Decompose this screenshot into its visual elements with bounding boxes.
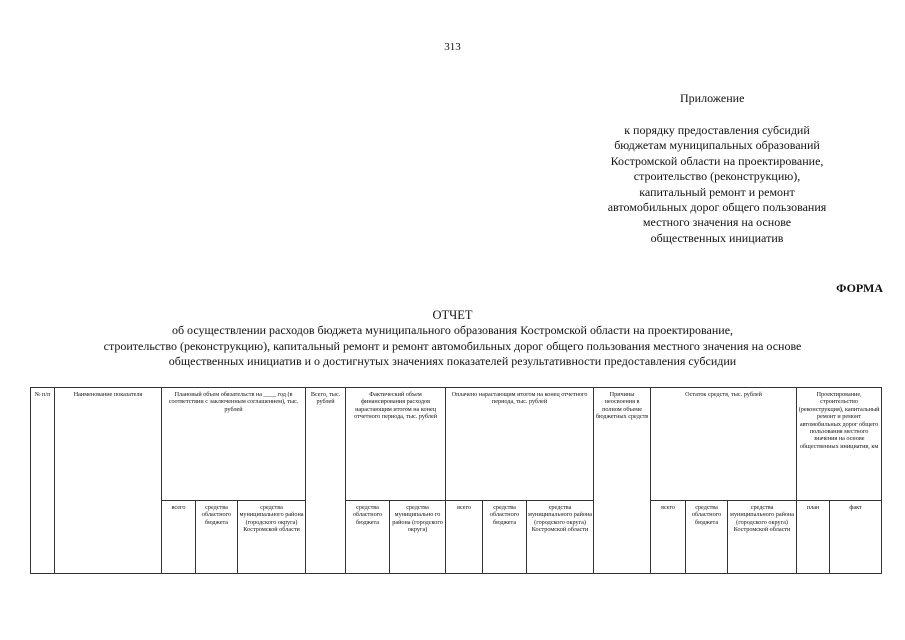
header-remainder: Остаток средств, тыс. рублей — [651, 388, 797, 501]
header-actual-financing: Фактический объем финансирования расходов нарастающим итогом на конец отчетного периода, тыс. рублей — [346, 388, 446, 501]
report-title: ОТЧЕТ — [432, 308, 473, 322]
appendix-line: общественных инициатив — [650, 230, 784, 245]
sub-paid-municipal: средства муниципального района (городского округа) Костромской области — [527, 501, 594, 574]
appendix-line: капитальный ремонт и ремонт — [639, 184, 795, 199]
report-subtitle-line: об осуществлении расходов бюджета муниципального образования Костромской области на проектирование, — [171, 323, 734, 337]
appendix-line: бюджетам муниципальных образований — [614, 138, 820, 153]
header-reasons: Причины неосвоения в полном объеме бюджетных средств — [594, 388, 651, 574]
sub-actual-municipal: средства муниципально го района (городского округа) — [390, 501, 446, 574]
sub-paid-regional: средства областного бюджета — [483, 501, 527, 574]
appendix-line: местного значения на основе — [642, 215, 792, 230]
sub-actual-regional: средства областного бюджета — [346, 501, 390, 574]
appendix-title: Приложение — [680, 91, 745, 105]
header-indicator-name: Наименование показателя — [55, 388, 162, 574]
sub-remainder-municipal: средства муниципального района (городского округа) Костромской области — [728, 501, 797, 574]
header-total: Всего, тыс. рублей — [306, 388, 346, 574]
appendix-line: строительство (реконструкцию), — [633, 169, 801, 184]
sub-plan: план — [797, 501, 830, 574]
appendix-line: к порядку предоставления субсидий — [624, 123, 810, 137]
sub-planned-total: всего — [162, 501, 196, 574]
report-table — [30, 387, 882, 574]
sub-planned-regional: средства областного бюджета — [196, 501, 238, 574]
report-subtitle — [0, 323, 905, 370]
page-number: 313 — [444, 41, 461, 53]
sub-fact: факт — [830, 501, 882, 574]
sub-paid-total: всего — [446, 501, 483, 574]
sub-remainder-total: всего — [651, 501, 686, 574]
header-design-km: Проектирование, строительство (реконструкция), капитальный ремонт и ремонт автомобильных дорог общего пользования местного значения на основе общественных инициатив, км — [797, 388, 882, 501]
header-planned-volume: Плановый объем обязательств на ____ год (в соответствии с заключенным соглашением), тыс. рублей — [162, 388, 306, 501]
appendix-description — [592, 123, 842, 246]
form-label: ФОРМА — [836, 281, 883, 295]
appendix-line: Костромской области на проектирование, — [610, 153, 824, 168]
report-subtitle-line: общественных инициатив и о достигнутых значениях показателей результативности предоставления субсидии — [168, 354, 737, 368]
sub-planned-municipal: средства муниципального района (городского округа) Костромской области — [238, 501, 306, 574]
sub-remainder-regional: средства областного бюджета — [686, 501, 728, 574]
header-number: № п/п — [31, 388, 55, 574]
report-subtitle-line: строительство (реконструкцию), капитальный ремонт и ремонт автомобильных дорог общего пользования местного значения на основе — [103, 338, 802, 353]
appendix-line: автомобильных дорог общего пользования — [607, 200, 827, 215]
header-paid: Оплачено нарастающим итогом на конец отчетного периода, тыс. рублей — [446, 388, 594, 501]
